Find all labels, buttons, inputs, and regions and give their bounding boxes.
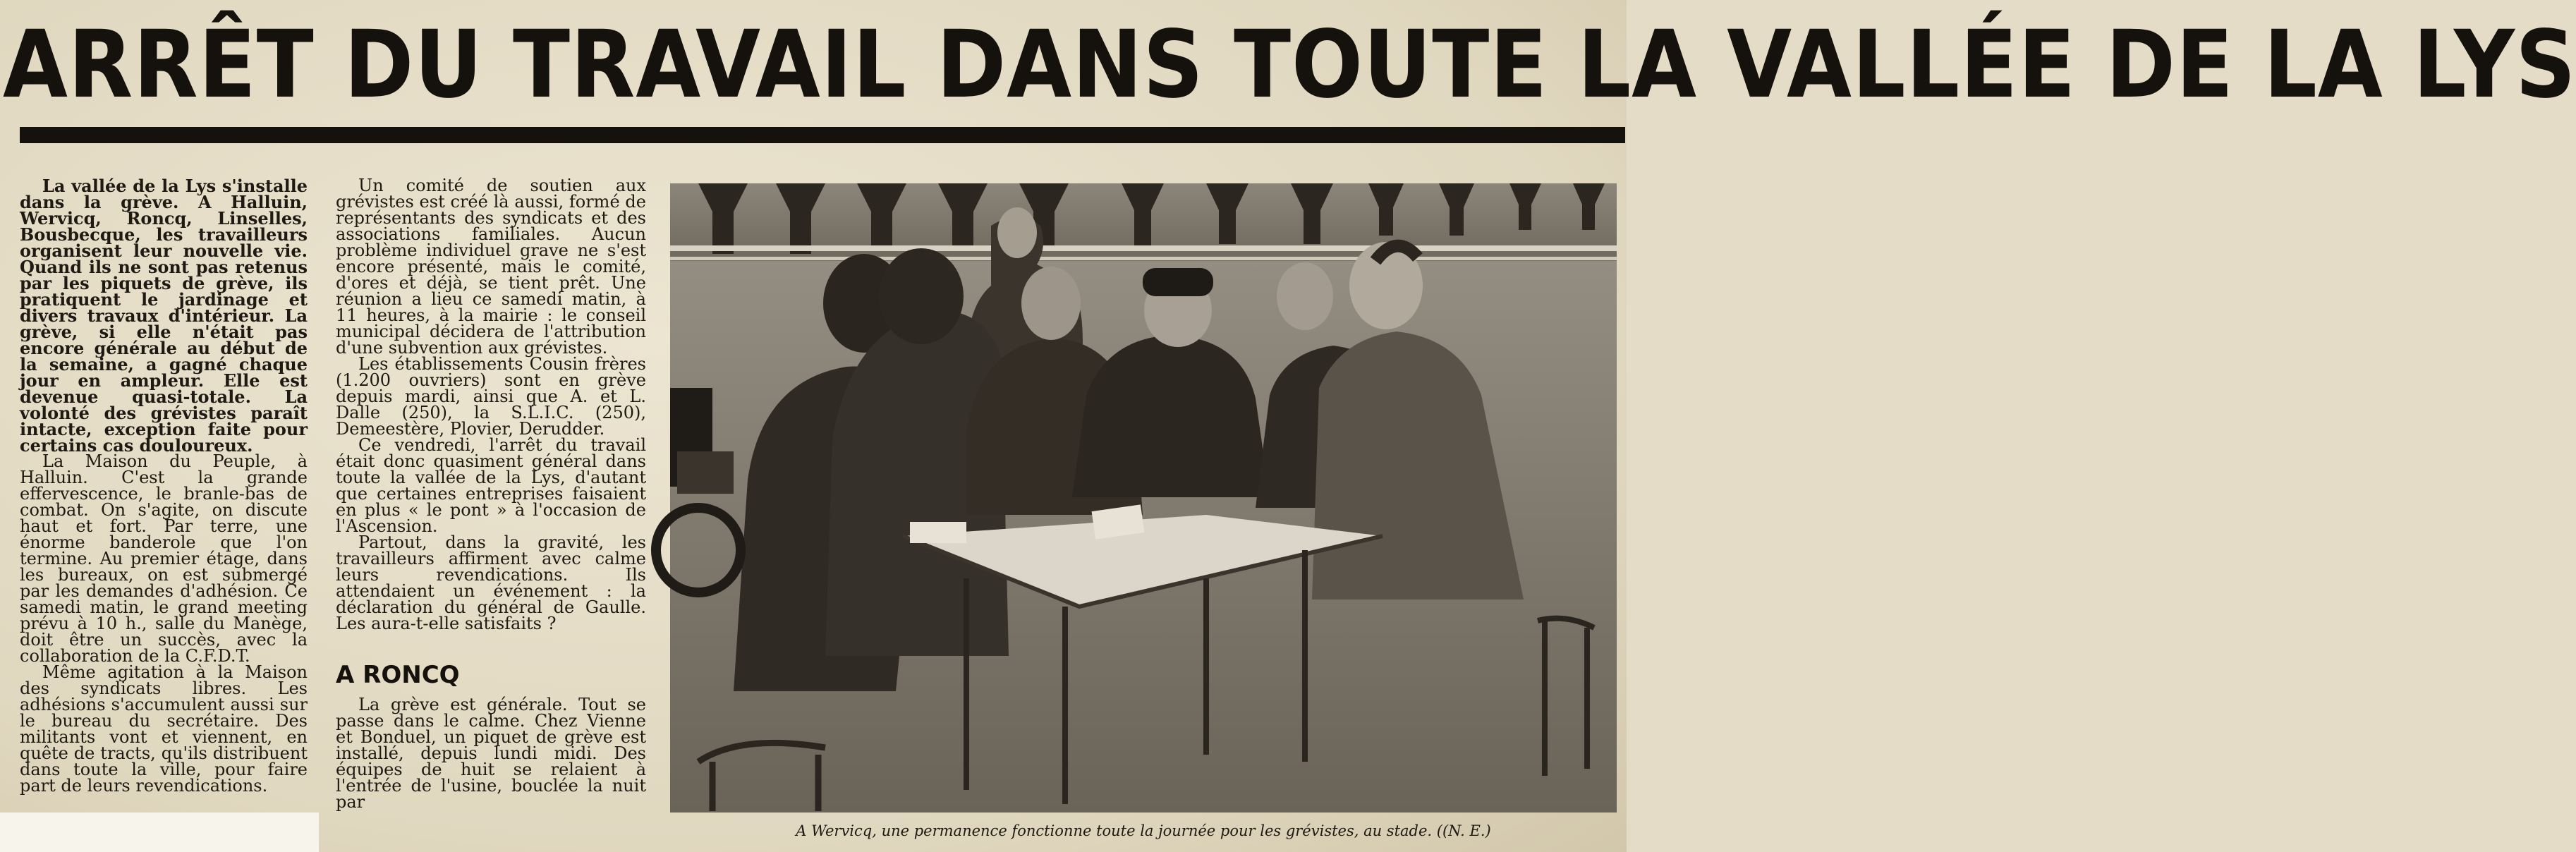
article-column-2 (336, 178, 646, 852)
paragraph: Un comité de soutien aux grévistes est créé là aussi, formé de représentants des syndicats et des associations familiales. Aucun problème individuel grave ne s'est encore présenté, mais le comité, d'ores et déjà, se tient prêt. Une réunion a lieu ce samedi matin, à 11 heures, à la mairie : le conseil municipal décidera de l'attribution d'une subvention aux grévistes. (336, 176, 646, 358)
news-photo (670, 183, 1617, 813)
photo-caption: A Wervicq, une permanence fonctionne toute la journée pour les grévistes, au stade. ((N. E.) (796, 822, 1491, 839)
article-column-1 (20, 178, 308, 813)
paragraph: Partout, dans la gravité, les travailleurs affirment avec calme leurs revendications. Ils attendaient un événement : la déclaration du général de Gaulle. Les aura-t-elle satisfaits ? (336, 532, 646, 633)
photo-men-at-table-icon (670, 183, 1617, 813)
lead-paragraph: La vallée de la Lys s'installe dans la grève. A Halluin, Wervicq, Roncq, Linselles, Bousbecque, les travailleurs organisent leur nouvelle vie. Quand ils ne sont pas retenus par les piquets de grève, ils pratiquent le jardinage et divers travaux d'intérieur. La grève, si elle n'était pas encore générale au début de la semaine, a gagné chaque jour en ampleur. Elle est devenue quasi-totale. La volonté des grévistes paraît intacte, exception faite pour certains cas douloureux. (20, 176, 308, 456)
paragraph: Ce vendredi, l'arrêt du travail était donc quasiment général dans toute la vallée de la Lys, d'autant que certaines entreprises faisaient en plus « le pont » à l'occasion de l'Ascension. (336, 435, 646, 536)
paragraph: La grève est générale. Tout se passe dans le calme. Chez Vienne et Bonduel, un piquet de grève est installé, depuis lundi midi. Des équipes de huit se relaient à l'entrée de l'usine, bouclée la nuit par (336, 695, 646, 812)
paragraph: Les établissements Cousin frères (1.200 ouvriers) sont en grève depuis mardi, ainsi que A. et L. Dalle (250), la S.L.I.C. (250), Demeestère, Plovier, Derudder. (336, 354, 646, 439)
subheading: A RONCQ (336, 661, 460, 689)
torn-paper-corner (0, 813, 319, 852)
paragraph: La Maison du Peuple, à Halluin. C'est la grande effervescence, le branle-bas de combat. On s'agite, on discute haut et fort. Par terre, une énorme banderole que l'on termine. Au premier étage, dans les bureaux, on est submergé par les demandes d'adhésion. Ce samedi matin, le grand meeting prévu à 10 h., salle du Manège, doit être un succès, avec la collaboration de la C.F.D.T. (20, 451, 308, 666)
headline-rule (20, 127, 1625, 143)
headline: ARRÊT DU TRAVAIL DANS TOUTE LA VALLÉE DE LA LYS (3, 11, 2576, 119)
paragraph: Même agitation à la Maison des syndicats libres. Les adhésions s'accumulent aussi sur le bureau du secrétaire. Des militants vont et viennent, en quête de tracts, qu'ils distribuent dans toute la ville, pour faire part de leurs revendications. (20, 662, 308, 796)
